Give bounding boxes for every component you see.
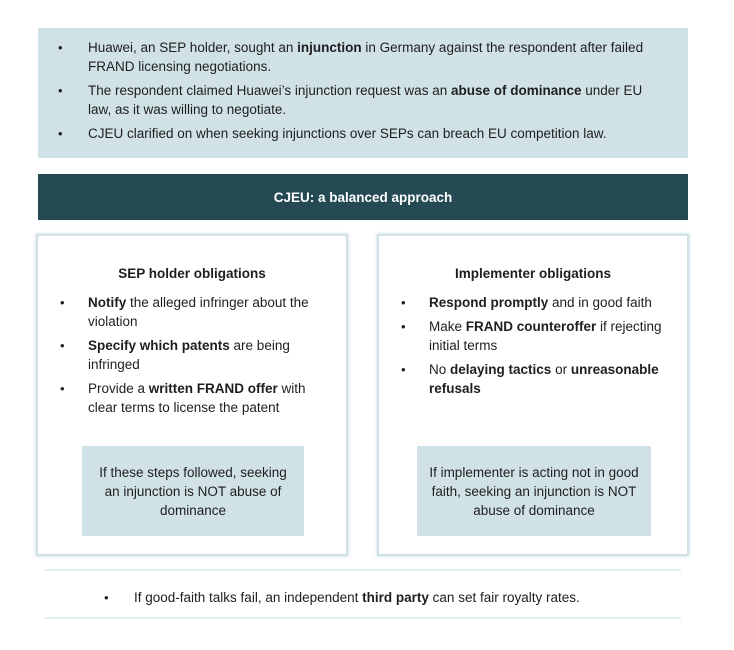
bold-text: written FRAND offer bbox=[148, 381, 278, 396]
bullet-item bbox=[58, 81, 668, 119]
bullet-item bbox=[104, 588, 671, 607]
bold-text: unreasonable refusals bbox=[429, 362, 659, 396]
text-segment: The respondent claimed Huawei’s injunction request was an bbox=[88, 83, 451, 98]
bold-text: FRAND counteroffer bbox=[465, 319, 597, 334]
text-segment: if rejecting initial terms bbox=[429, 319, 662, 353]
sep-holder-note bbox=[82, 446, 304, 536]
bullet-item bbox=[58, 124, 668, 143]
bold-text: Respond promptly bbox=[429, 295, 549, 310]
bold-text: delaying tactics bbox=[450, 362, 552, 377]
text-segment: are being infringed bbox=[88, 338, 290, 372]
text-segment: No bbox=[429, 362, 451, 377]
balanced-approach-banner bbox=[38, 174, 688, 220]
text-segment: under EU law, as it was willing to negotiate. bbox=[88, 83, 643, 117]
text-segment: can set fair royalty rates. bbox=[428, 590, 580, 605]
text-segment: Make bbox=[429, 319, 466, 334]
text-segment: or bbox=[551, 362, 571, 377]
bullet-item bbox=[60, 293, 330, 331]
bold-text: abuse of dominance bbox=[450, 83, 582, 98]
text-segment: and in good faith bbox=[548, 295, 652, 310]
bullet-item bbox=[60, 336, 330, 374]
banner-title: CJEU: a balanced approach bbox=[273, 189, 453, 205]
text-segment: CJEU clarified on when seeking injunctions over SEPs can breach EU competition law. bbox=[88, 126, 607, 141]
bullet-item bbox=[60, 379, 330, 417]
text-segment: Provide a bbox=[88, 381, 149, 396]
footer-box bbox=[44, 569, 681, 619]
background-summary-box bbox=[38, 28, 688, 158]
bold-text: third party bbox=[362, 590, 429, 605]
sep-holder-panel bbox=[36, 234, 348, 556]
bullet-item bbox=[401, 293, 671, 312]
sep-holder-note-text: If these steps followed, seeking an injunction is NOT abuse of dominance bbox=[99, 464, 287, 518]
bullet-item bbox=[58, 38, 668, 76]
bold-text: Specify which patents bbox=[88, 338, 230, 353]
background-bullet-list bbox=[58, 38, 668, 143]
text-segment: in Germany against the respondent after failed FRAND licensing negotiations. bbox=[88, 40, 644, 74]
implementer-bullet-list bbox=[401, 293, 671, 403]
text-segment: If good-faith talks fail, an independent bbox=[134, 590, 363, 605]
footer-bullet-list bbox=[104, 588, 671, 607]
bold-text: Notify bbox=[88, 295, 127, 310]
sep-holder-heading: SEP holder obligations bbox=[118, 266, 266, 281]
bullet-item bbox=[401, 317, 671, 355]
text-segment: with clear terms to license the patent bbox=[88, 381, 306, 415]
implementer-note bbox=[417, 446, 651, 536]
implementer-heading: Implementer obligations bbox=[454, 266, 612, 281]
implementer-note-text: If implementer is acting not in good faith, seeking an injunction is NOT abuse of dominance bbox=[429, 464, 639, 518]
text-segment: Huawei, an SEP holder, sought an bbox=[88, 40, 298, 55]
implementer-panel bbox=[377, 234, 689, 556]
bullet-item bbox=[401, 360, 671, 398]
sep-holder-bullet-list bbox=[60, 293, 330, 422]
bold-text: injunction bbox=[297, 40, 362, 55]
text-segment: the alleged infringer about the violation bbox=[88, 295, 309, 329]
